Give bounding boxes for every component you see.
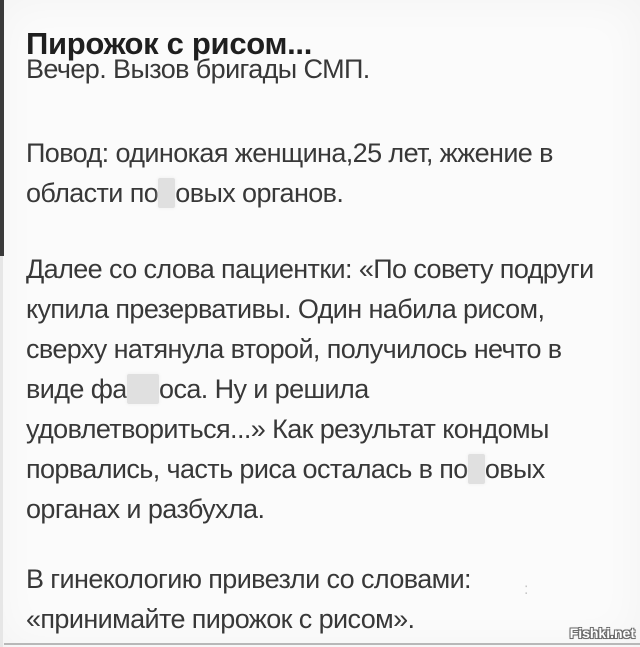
story-line [26,489,594,529]
text-segment: органах и разбухла. [26,494,265,524]
story-line [26,369,594,409]
text-segment: удовлетвориться...» Как результат кондомы [26,414,549,444]
text-segment: «принимайте пирожок с рисом». [26,604,415,634]
text-segment: В гинекологию привезли со словами: [26,564,471,594]
text-segment: виде фа [26,374,127,404]
text-segment: Вечер. Вызов бригады СМП. [26,54,370,84]
story-line [26,559,471,599]
story-line [26,409,594,449]
scan-artifact: : [524,581,529,598]
text-segment: сверху натянула второй, получилось нечто в [26,334,562,364]
bottom-divider [4,643,640,645]
paragraph [26,49,370,89]
fishki-watermark-logo: Fishki.net [569,625,635,641]
censored-text [127,374,159,404]
text-segment: купила презервативы. Один набила рисом, [26,294,545,324]
paragraph [26,133,553,213]
paragraph [26,249,594,529]
story-line [26,599,471,639]
story-line [26,449,594,489]
text-segment: Далее со слова пациентки: «По совету подруги [26,254,594,284]
text-segment: овых органов. [175,178,344,208]
story-line [26,249,594,289]
post-title: Пирожок с рисом... [26,25,313,61]
story-line [26,49,370,89]
text-segment: области по [26,178,159,208]
story-line [26,173,553,213]
text-segment: порвались, часть риса осталась в по [26,454,468,484]
text-segment: оса. Ну и решила [159,374,369,404]
censored-text [468,454,485,484]
story-line [26,329,594,369]
text-segment: Повод: одинокая женщина,25 лет, жжение в [26,138,553,168]
story-line [26,289,594,329]
paragraph [26,559,471,639]
censored-text [158,178,175,208]
left-edge-light-line [0,256,3,647]
text-segment: овых [484,454,545,484]
left-edge-dark-line [0,0,4,256]
story-line [26,133,553,173]
